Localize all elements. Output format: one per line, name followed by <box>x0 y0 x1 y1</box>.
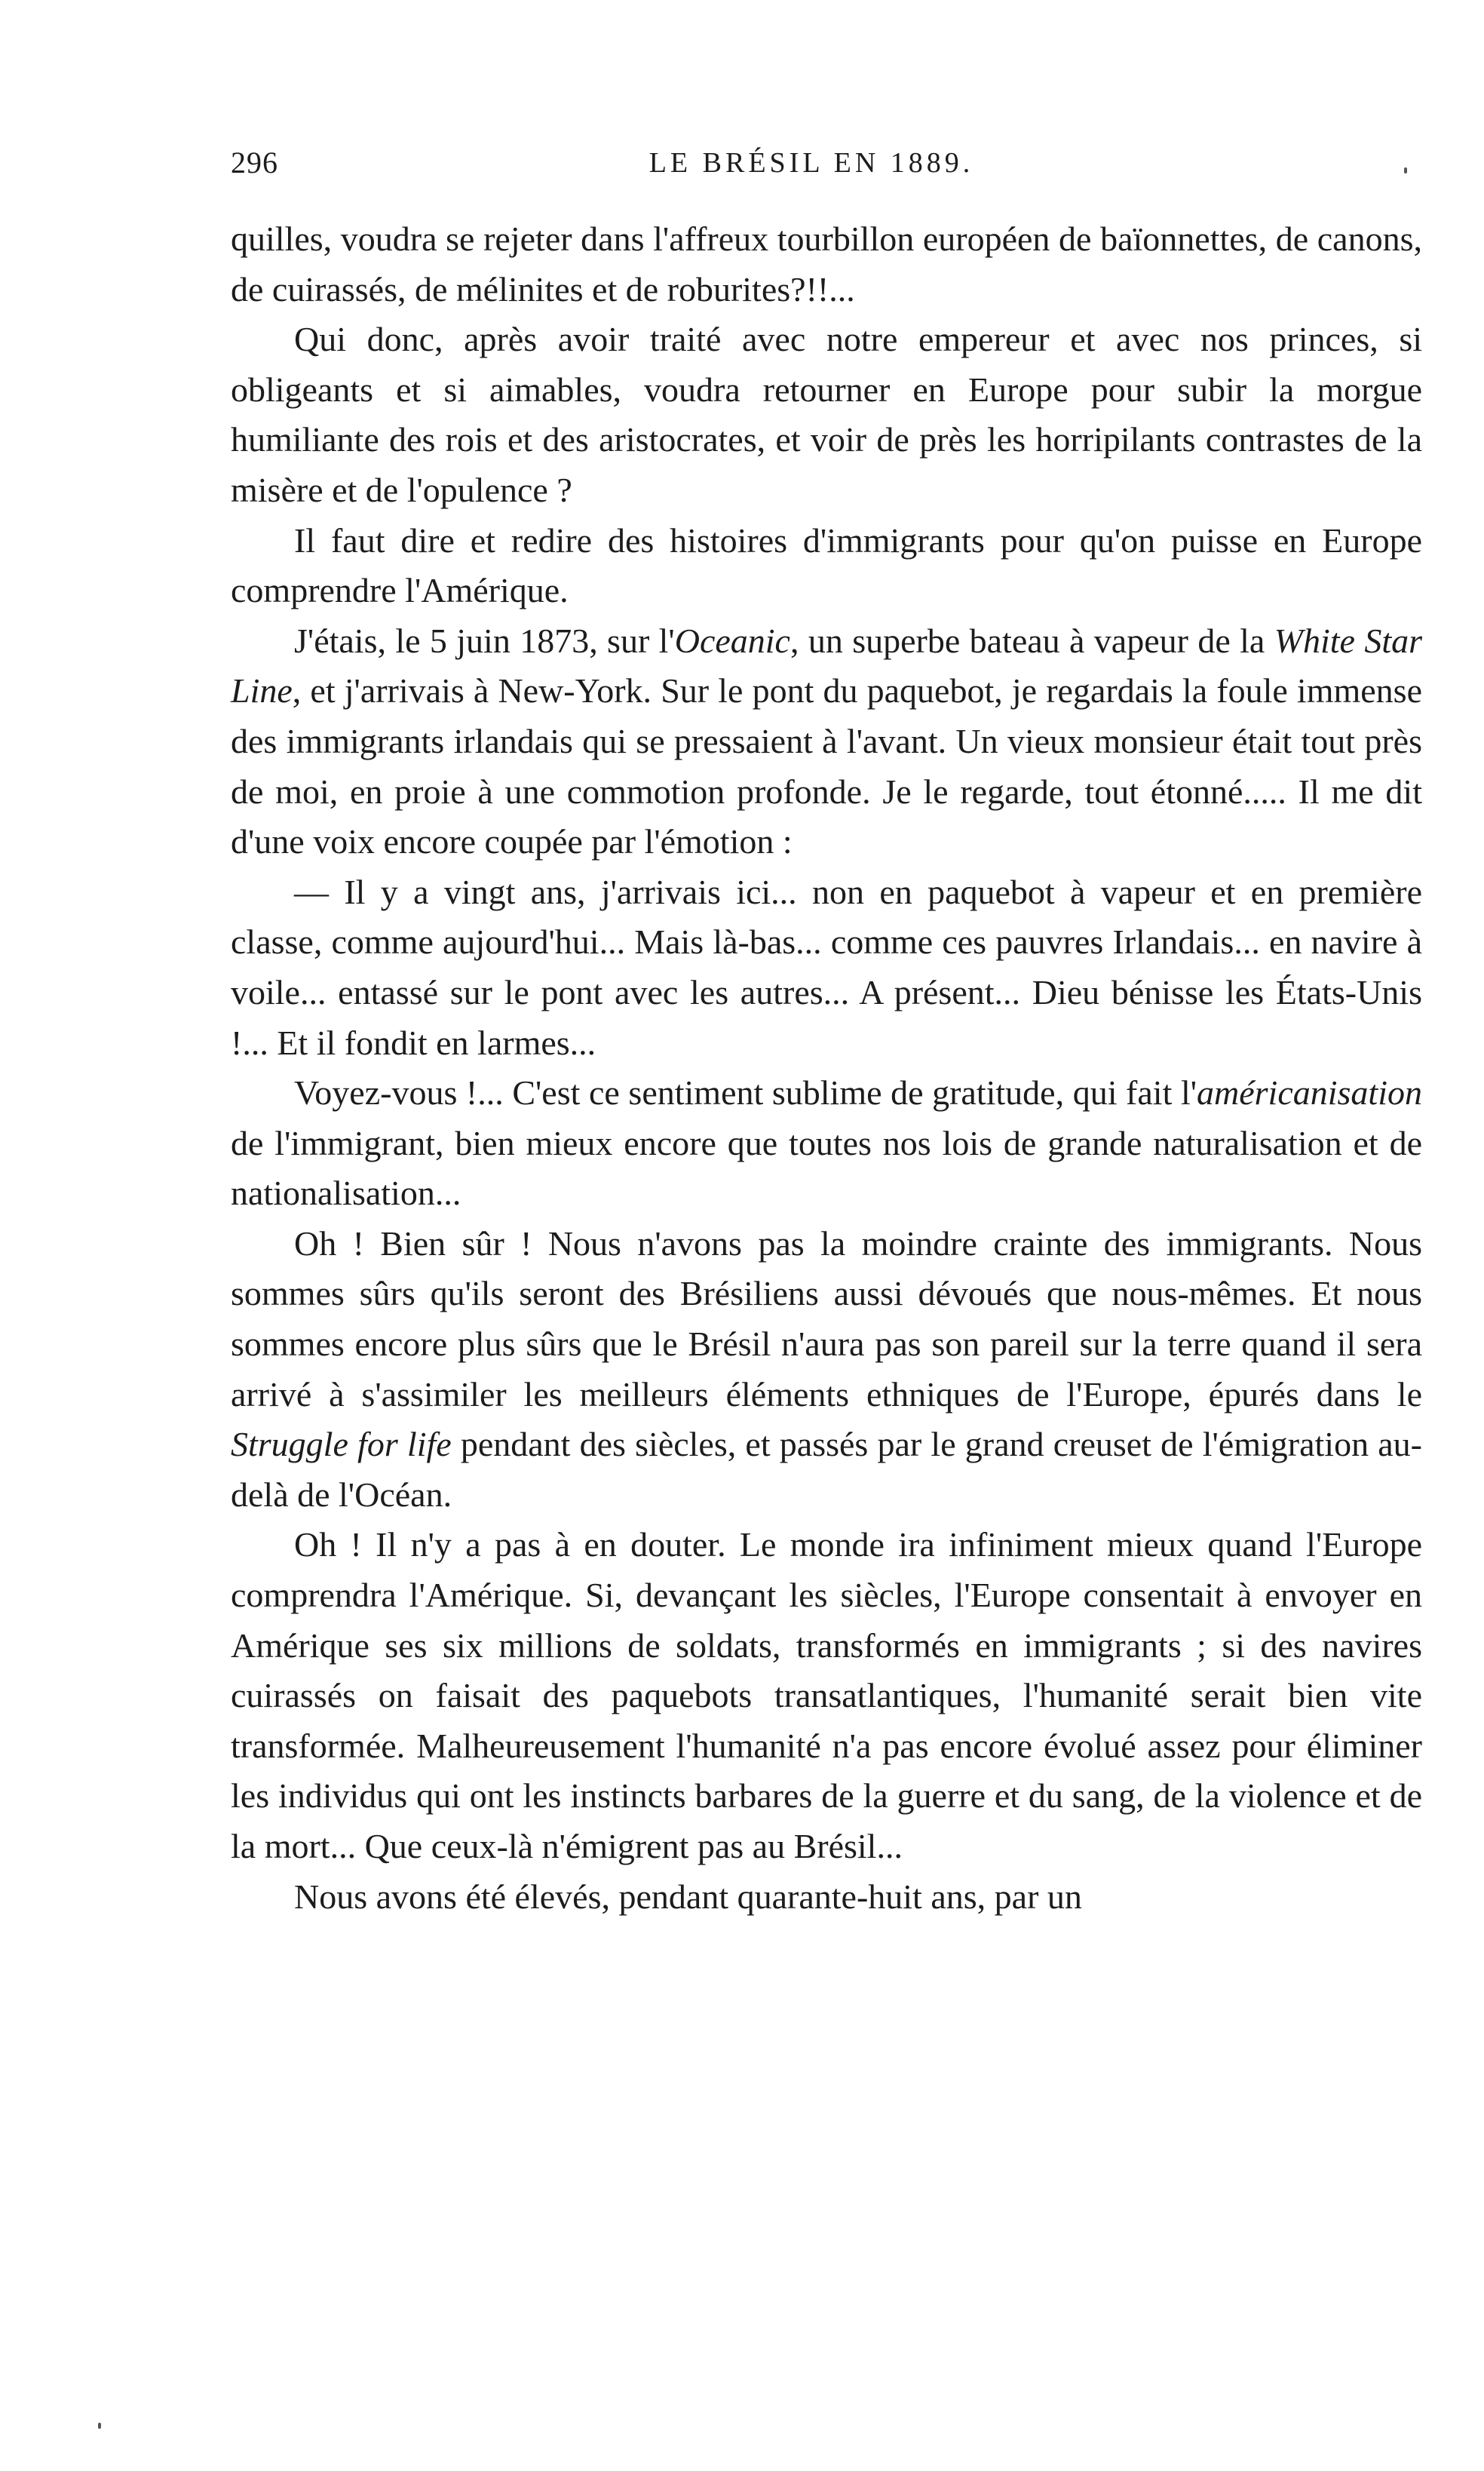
ship-name-oceanic: Oceanic <box>674 621 790 660</box>
paragraph-8: Oh ! Il n'y a pas à en douter. Le monde ira infiniment mieux quand l'Europe comprendra l'Amérique. Si, devançant les siècles, l'Europe consentait à envoyer en Amérique ses six millions de soldats, transformés en immigrants ; si des navires cuirassés on faisait des paquebots transatlantiques, l'humanité serait bien vite transformée. Malheureusement l'humanité n'a pas encore évolué assez pour éliminer les individus qui ont les instincts barbares de la guerre et du sang, de la violence et de la mort... Que ceux-là n'émigrent pas au Brésil... <box>231 1525 1422 1865</box>
body-text <box>231 214 1422 1922</box>
paragraph-4-text-e: , et j'arrivais à New-York. Sur le pont du paquebot, je regardais la foule immense des immigrants irlandais qui se pressaient à l'avant. Un vieux monsieur était tout près de moi, en proie à une commotion profonde. Je le regarde, tout étonné..... Il me dit d'une voix encore coupée par l'émotion : <box>231 671 1422 861</box>
paragraph-6 <box>231 1068 1422 1219</box>
paragraph-4-text-a: J'étais, le 5 juin 1873, sur l' <box>294 621 675 660</box>
paragraph-6-text-c: de l'immigrant, bien mieux encore que toutes nos lois de grande naturalisation et de nationalisation... <box>231 1123 1422 1213</box>
running-title: LE BRÉSIL EN 1889. <box>648 147 974 179</box>
paragraph-7 <box>231 1219 1422 1521</box>
paragraph-7-text-a: Oh ! Bien sûr ! Nous n'avons pas la moindre crainte des immigrants. Nous sommes sûrs qu'ils seront des Brésiliens aussi dévoués que nous-mêmes. Et nous sommes encore plus sûrs que le Brésil n'aura pas son pareil sur la terre quand il sera arrivé à s'assimiler les meilleurs éléments ethniques de l'Europe, épurés dans le <box>231 1223 1422 1414</box>
paragraph-4-text-c: , un superbe bateau à vapeur de la <box>790 621 1274 660</box>
paragraph-5: — Il y a vingt ans, j'arrivais ici... non en paquebot à vapeur et en première classe, comme aujourd'hui... Mais là-bas... comme ces pauvres Irlandais... en navire à voile... entassé sur le pont avec les autres... A présent... Dieu bénisse les États-Unis !... Et il fondit en larmes... <box>231 872 1422 1062</box>
paragraph-4 <box>231 616 1422 867</box>
term-americanisation: américanisation <box>1197 1073 1422 1113</box>
paragraph-7-text-c: pendant des siècles, et passés par le grand creuset de l'émigration au-delà de l'Océan. <box>231 1425 1422 1514</box>
paragraph-6-text-a: Voyez-vous !... C'est ce sentiment sublime de gratitude, qui fait l' <box>294 1073 1197 1113</box>
paragraph-2: Qui donc, après avoir traité avec notre empereur et avec nos princes, si obligeants et si aimables, voudra retourner en Europe pour subir la morgue humiliante des rois et des aristocrates, et voir de près les horripilants contrastes de la misère et de l'opulence ? <box>231 320 1422 509</box>
page-number: 296 <box>231 146 278 180</box>
running-header <box>231 142 1392 184</box>
paragraph-3: Il faut dire et redire des histoires d'immigrants pour qu'on puisse en Europe comprendre l'Amérique. <box>231 520 1422 610</box>
paragraph-1: quilles, voudra se rejeter dans l'affreux tourbillon européen de baïonnettes, de canons, de cuirassés, de mélinites et de roburites?!!... <box>231 219 1422 308</box>
print-speck <box>98 2423 101 2429</box>
print-speck <box>1404 167 1407 173</box>
company-name-white-star-line: White Star Line <box>231 621 1422 711</box>
term-struggle-for-life: Struggle for life <box>231 1425 452 1464</box>
paragraph-9: Nous avons été élevés, pendant quarante-huit ans, par un <box>294 1877 1082 1916</box>
